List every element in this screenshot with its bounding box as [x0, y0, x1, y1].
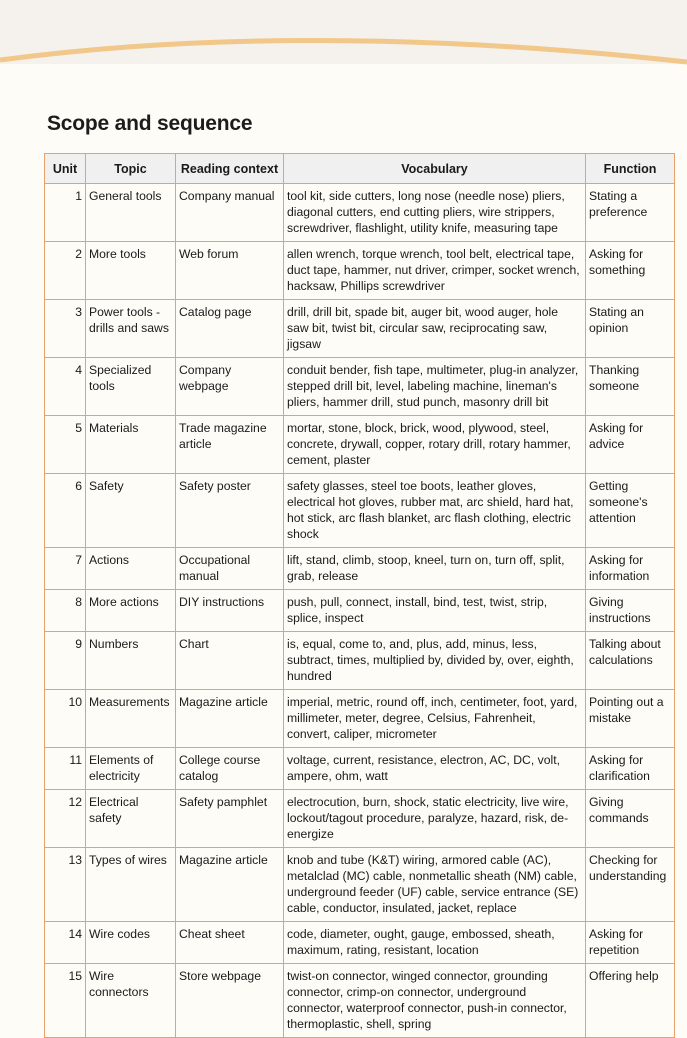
context-cell: Web forum — [176, 242, 284, 300]
function-cell: Asking for something — [586, 242, 675, 300]
unit-cell: 3 — [45, 300, 86, 358]
table-row — [45, 590, 675, 632]
topic-cell: Safety — [86, 474, 176, 548]
vocabulary-cell: is, equal, come to, and, plus, add, minus, less, subtract, times, multiplied by, divided by, over, eighth, hundred — [284, 632, 586, 690]
unit-cell: 1 — [45, 184, 86, 242]
function-cell: Thanking someone — [586, 358, 675, 416]
unit-cell: 13 — [45, 848, 86, 922]
vocabulary-cell: lift, stand, climb, stoop, kneel, turn on, turn off, split, grab, release — [284, 548, 586, 590]
vocabulary-cell: safety glasses, steel toe boots, leather gloves, electrical hot gloves, rubber mat, arc shield, hard hat, hot stick, arc flash blanket, arc flash clothing, electric shock — [284, 474, 586, 548]
topic-cell: Wire connectors — [86, 964, 176, 1038]
unit-cell: 11 — [45, 748, 86, 790]
vocabulary-cell: allen wrench, torque wrench, tool belt, electrical tape, duct tape, hammer, nut driver, crimper, socket wrench, hacksaw, Phillips screwdriver — [284, 242, 586, 300]
vocabulary-cell: conduit bender, fish tape, multimeter, plug-in analyzer, stepped drill bit, level, labeling machine, lineman's pliers, hammer drill, stud punch, masonry drill bit — [284, 358, 586, 416]
context-cell: Magazine article — [176, 690, 284, 748]
topic-cell: Materials — [86, 416, 176, 474]
context-cell: College course catalog — [176, 748, 284, 790]
vocabulary-cell: electrocution, burn, shock, static electricity, live wire, lockout/tagout procedure, paralyze, hazard, risk, de-energize — [284, 790, 586, 848]
page-title: Scope and sequence — [47, 112, 253, 135]
topic-cell: Elements of electricity — [86, 748, 176, 790]
unit-cell: 14 — [45, 922, 86, 964]
header-reading-context: Reading context — [176, 154, 284, 184]
context-cell: Safety poster — [176, 474, 284, 548]
table-row — [45, 416, 675, 474]
vocabulary-cell: knob and tube (K&T) wiring, armored cable (AC), metalclad (MC) cable, nonmetallic sheath (NM) cable, underground feeder (UF) cable, service entrance (SE) cable, conductor, insulated, jacket, replace — [284, 848, 586, 922]
function-cell: Getting someone's attention — [586, 474, 675, 548]
context-cell: Trade magazine article — [176, 416, 284, 474]
unit-cell: 15 — [45, 964, 86, 1038]
unit-cell: 4 — [45, 358, 86, 416]
table-row — [45, 748, 675, 790]
context-cell: DIY instructions — [176, 590, 284, 632]
function-cell: Stating an opinion — [586, 300, 675, 358]
function-cell: Giving commands — [586, 790, 675, 848]
table-row — [45, 548, 675, 590]
decorative-orange-line — [0, 0, 687, 80]
vocabulary-cell: drill, drill bit, spade bit, auger bit, wood auger, hole saw bit, twist bit, circular saw, reciprocating saw, jigsaw — [284, 300, 586, 358]
function-cell: Giving instructions — [586, 590, 675, 632]
vocabulary-cell: voltage, current, resistance, electron, AC, DC, volt, ampere, ohm, watt — [284, 748, 586, 790]
vocabulary-cell: push, pull, connect, install, bind, test, twist, strip, splice, inspect — [284, 590, 586, 632]
topic-cell: Specialized tools — [86, 358, 176, 416]
context-cell: Safety pamphlet — [176, 790, 284, 848]
table-row — [45, 632, 675, 690]
unit-cell: 10 — [45, 690, 86, 748]
context-cell: Magazine article — [176, 848, 284, 922]
table-row — [45, 790, 675, 848]
unit-cell: 12 — [45, 790, 86, 848]
header-topic: Topic — [86, 154, 176, 184]
function-cell: Asking for information — [586, 548, 675, 590]
unit-cell: 5 — [45, 416, 86, 474]
unit-cell: 9 — [45, 632, 86, 690]
vocabulary-cell: mortar, stone, block, brick, wood, plywood, steel, concrete, drywall, copper, rotary drill, rotary hammer, cement, plaster — [284, 416, 586, 474]
header-function: Function — [586, 154, 675, 184]
context-cell: Company webpage — [176, 358, 284, 416]
topic-cell: Numbers — [86, 632, 176, 690]
topic-cell: Power tools - drills and saws — [86, 300, 176, 358]
vocabulary-cell: twist-on connector, winged connector, grounding connector, crimp-on connector, underground connector, waterproof connector, push-in connector, thermoplastic, shell, spring — [284, 964, 586, 1038]
topic-cell: Wire codes — [86, 922, 176, 964]
context-cell: Cheat sheet — [176, 922, 284, 964]
table-row — [45, 690, 675, 748]
topic-cell: Types of wires — [86, 848, 176, 922]
table-row — [45, 184, 675, 242]
function-cell: Asking for advice — [586, 416, 675, 474]
header-vocabulary: Vocabulary — [284, 154, 586, 184]
header-unit: Unit — [45, 154, 86, 184]
unit-cell: 2 — [45, 242, 86, 300]
context-cell: Occupational manual — [176, 548, 284, 590]
function-cell: Asking for repetition — [586, 922, 675, 964]
unit-cell: 7 — [45, 548, 86, 590]
table-row — [45, 358, 675, 416]
vocabulary-cell: imperial, metric, round off, inch, centimeter, foot, yard, millimeter, meter, degree, Celsius, Fahrenheit, convert, caliper, micrometer — [284, 690, 586, 748]
table-row — [45, 474, 675, 548]
context-cell: Catalog page — [176, 300, 284, 358]
topic-cell: General tools — [86, 184, 176, 242]
table-row — [45, 848, 675, 922]
topic-cell: More tools — [86, 242, 176, 300]
vocabulary-cell: code, diameter, ought, gauge, embossed, sheath, maximum, rating, resistant, location — [284, 922, 586, 964]
function-cell: Stating a preference — [586, 184, 675, 242]
context-cell: Store webpage — [176, 964, 284, 1038]
function-cell: Asking for clarification — [586, 748, 675, 790]
table-header-row — [45, 154, 675, 184]
function-cell: Checking for understanding — [586, 848, 675, 922]
topic-cell: More actions — [86, 590, 176, 632]
topic-cell: Electrical safety — [86, 790, 176, 848]
table-row — [45, 922, 675, 964]
function-cell: Talking about calculations — [586, 632, 675, 690]
vocabulary-cell: tool kit, side cutters, long nose (needle nose) pliers, diagonal cutters, end cutting pliers, wire strippers, screwdriver, flashlight, utility knife, measuring tape — [284, 184, 586, 242]
topic-cell: Actions — [86, 548, 176, 590]
table-row — [45, 300, 675, 358]
function-cell: Offering help — [586, 964, 675, 1038]
table-row — [45, 964, 675, 1038]
unit-cell: 8 — [45, 590, 86, 632]
unit-cell: 6 — [45, 474, 86, 548]
function-cell: Pointing out a mistake — [586, 690, 675, 748]
context-cell: Company manual — [176, 184, 284, 242]
table-row — [45, 242, 675, 300]
topic-cell: Measurements — [86, 690, 176, 748]
scope-sequence-table — [44, 153, 675, 1038]
context-cell: Chart — [176, 632, 284, 690]
